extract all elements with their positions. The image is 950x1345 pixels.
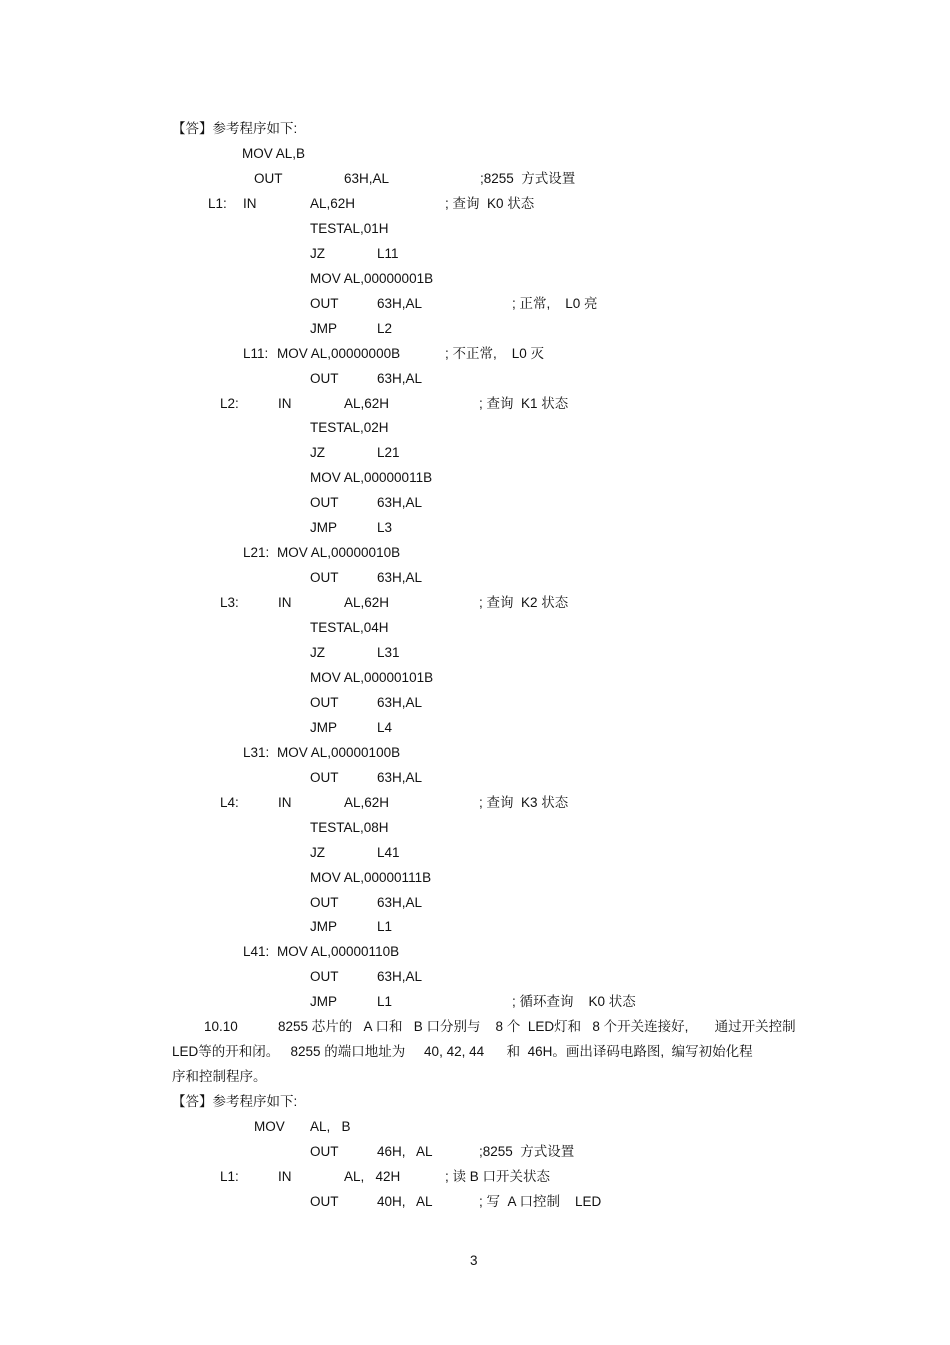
code-operand: L1 [377,919,393,934]
code-instruction: MOV AL,00000011B [310,470,433,485]
code-instruction: IN [278,795,292,810]
code-instruction: MOV AL,B [242,146,306,161]
code-instruction: TESTAL,01H [310,221,389,236]
question-text-line: 8255 芯片的 A 口和 B 口分别与 8 个 LED灯和 8 个开关连接好, 通过开关控制 [278,1019,796,1034]
code-operand: L1 [377,994,393,1009]
code-instruction: JZ [310,645,325,660]
code-label: L4: [220,795,239,810]
code-comment: ;8255 方式设置 [479,1144,575,1159]
code-operand: AL,62H [344,595,390,610]
code-comment: ; 查询 K3 状态 [479,795,569,810]
code-operand: L11 [377,246,399,261]
code-instruction: OUT [310,969,339,984]
code-label: L2: [220,396,239,411]
code-instruction: JMP [310,720,337,735]
code-instruction: IN [278,396,292,411]
code-instruction: MOV AL,00000010B [277,545,401,560]
code-operand: L21 [377,445,400,460]
code-operand: L2 [377,321,393,336]
code-operand: AL,62H [344,396,390,411]
code-instruction: TESTAL,02H [310,420,389,435]
code-instruction: TESTAL,04H [310,620,389,635]
code-instruction: MOV AL,00000110B [277,944,400,959]
question-text-line: LED等的开和闭。 8255 的端口地址为 40, 42, 44 和 46H。画出译码电路图, 编写初始化程 [172,1044,753,1059]
code-comment: ; 读 B 口开关状态 [445,1169,551,1184]
code-instruction: OUT [310,495,339,510]
code-instruction: MOV AL,00000111B [310,870,432,885]
code-instruction: OUT [310,1194,339,1209]
code-label: L11: [243,346,269,361]
code-operand: 63H,AL [377,895,423,910]
code-operand: AL,62H [344,795,390,810]
code-instruction: OUT [310,296,339,311]
code-instruction: JMP [310,321,337,336]
code-operand: 63H,AL [377,495,423,510]
code-operand: 63H,AL [377,770,423,785]
code-operand: AL,62H [310,196,356,211]
code-operand: 63H,AL [377,371,423,386]
code-instruction: JMP [310,520,337,535]
code-operand: L31 [377,645,400,660]
code-comment: ; 不正常, L0 灭 [445,346,545,361]
code-label: L31: [243,745,270,760]
code-instruction: OUT [310,895,339,910]
code-label: L3: [220,595,239,610]
code-instruction: OUT [310,570,339,585]
code-instruction: OUT [310,1144,339,1159]
code-operand: 63H,AL [377,969,423,984]
code-operand: 63H,AL [377,695,423,710]
code-instruction: MOV [254,1119,285,1134]
code-instruction: OUT [254,171,283,186]
code-operand: 63H,AL [344,171,390,186]
question-number: 10.10 [204,1019,238,1034]
code-instruction: IN [278,595,292,610]
code-instruction: MOV AL,00000001B [310,271,434,286]
code-operand: 63H,AL [377,296,423,311]
code-comment: ; 查询 K0 状态 [445,196,535,211]
page-number: 3 [470,1253,478,1268]
code-label: L41: [243,944,270,959]
code-instruction: JMP [310,919,337,934]
code-instruction: OUT [310,371,339,386]
code-instruction: IN [243,196,257,211]
answer-heading: 【答】参考程序如下: [172,121,298,136]
code-comment: ; 查询 K1 状态 [479,396,569,411]
code-instruction: JZ [310,246,325,261]
question-text-line: 序和控制程序。 [172,1069,267,1084]
code-comment: ; 循环查询 K0 状态 [512,994,636,1009]
code-label: L1: [208,196,227,211]
code-operand: 40H, AL [377,1194,433,1209]
code-instruction: OUT [310,695,339,710]
answer-heading: 【答】参考程序如下: [172,1094,298,1109]
code-instruction: MOV AL,00000101B [310,670,434,685]
code-operand: 63H,AL [377,570,423,585]
code-instruction: OUT [310,770,339,785]
code-operand: AL, B [310,1119,351,1134]
code-operand: AL, 42H [344,1169,401,1184]
code-instruction: JZ [310,445,325,460]
code-instruction: TESTAL,08H [310,820,389,835]
code-operand: 46H, AL [377,1144,433,1159]
code-comment: ; 查询 K2 状态 [479,595,569,610]
code-instruction: JMP [310,994,337,1009]
code-instruction: MOV AL,00000000B [277,346,401,361]
code-comment: ; 正常, L0 亮 [512,296,598,311]
code-comment: ; 写 A 口控制 LED [479,1194,602,1209]
code-comment: ;8255 方式设置 [480,171,576,186]
code-operand: L41 [377,845,400,860]
code-label: L1: [220,1169,239,1184]
code-operand: L3 [377,520,393,535]
code-instruction: IN [278,1169,292,1184]
code-operand: L4 [377,720,393,735]
code-instruction: JZ [310,845,325,860]
code-instruction: MOV AL,00000100B [277,745,401,760]
code-label: L21: [243,545,270,560]
